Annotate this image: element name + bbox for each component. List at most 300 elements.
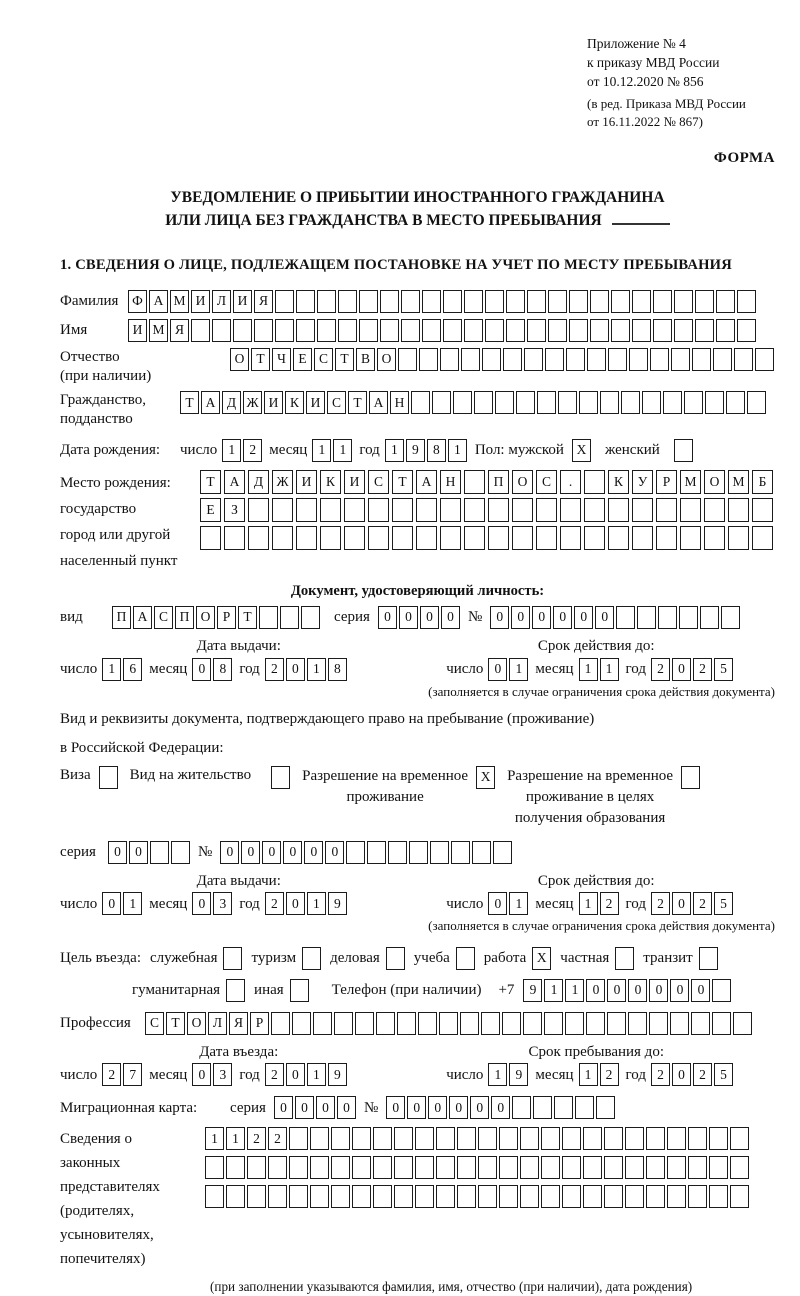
form-cell[interactable]	[443, 319, 462, 342]
form-cell[interactable]	[488, 498, 509, 522]
form-cell[interactable]	[495, 391, 514, 414]
form-cell[interactable]	[226, 979, 245, 1002]
form-cell[interactable]: 0	[491, 1096, 510, 1119]
form-cell[interactable]	[296, 290, 315, 313]
form-cell[interactable]	[587, 348, 606, 371]
form-cell[interactable]	[344, 498, 365, 522]
form-cell[interactable]	[721, 606, 740, 629]
form-cell[interactable]	[254, 319, 273, 342]
form-cell[interactable]	[99, 766, 118, 789]
temp-residence-checkbox[interactable]	[476, 766, 495, 789]
form-cell[interactable]	[671, 348, 690, 371]
form-cell[interactable]: М	[170, 290, 189, 313]
form-cell[interactable]	[205, 1185, 224, 1208]
form-cell[interactable]	[712, 1012, 731, 1035]
form-cell[interactable]: 0	[241, 841, 260, 864]
form-cell[interactable]: 1	[226, 1127, 245, 1150]
identity-issue-month-cells[interactable]	[192, 658, 232, 681]
form-cell[interactable]	[653, 319, 672, 342]
form-cell[interactable]	[684, 391, 703, 414]
form-cell[interactable]	[688, 1185, 707, 1208]
form-cell[interactable]: 0	[490, 606, 509, 629]
form-cell[interactable]	[527, 290, 546, 313]
form-cell[interactable]: Ф	[128, 290, 147, 313]
form-cell[interactable]	[331, 1127, 350, 1150]
form-cell[interactable]: 0	[607, 979, 626, 1002]
residence-issue-day-cells[interactable]	[102, 892, 142, 915]
form-cell[interactable]: А	[369, 391, 388, 414]
form-cell[interactable]: 0	[449, 1096, 468, 1119]
form-cell[interactable]: А	[149, 290, 168, 313]
form-cell[interactable]: 0	[428, 1096, 447, 1119]
form-cell[interactable]	[737, 290, 756, 313]
form-cell[interactable]: 8	[213, 658, 232, 681]
residence-valid-year-cells[interactable]	[651, 892, 733, 915]
form-cell[interactable]	[296, 498, 317, 522]
form-cell[interactable]: К	[285, 391, 304, 414]
form-cell[interactable]	[713, 348, 732, 371]
form-cell[interactable]: 2	[265, 892, 284, 915]
form-cell[interactable]	[268, 1156, 287, 1179]
form-cell[interactable]: 2	[693, 892, 712, 915]
form-cell[interactable]	[499, 1127, 518, 1150]
residence-seriya-cells[interactable]	[108, 841, 190, 864]
form-cell[interactable]	[464, 290, 483, 313]
form-cell[interactable]	[709, 1156, 728, 1179]
form-cell[interactable]: 7	[123, 1063, 142, 1086]
form-cell[interactable]	[301, 606, 320, 629]
edu-residence-checkbox[interactable]	[681, 766, 700, 789]
form-cell[interactable]	[368, 498, 389, 522]
form-cell[interactable]: 1	[448, 439, 467, 462]
form-cell[interactable]	[409, 841, 428, 864]
form-cell[interactable]: 0	[129, 841, 148, 864]
form-cell[interactable]: 2	[651, 892, 670, 915]
form-cell[interactable]	[695, 290, 714, 313]
form-cell[interactable]	[695, 319, 714, 342]
form-cell[interactable]	[355, 1012, 374, 1035]
form-cell[interactable]	[317, 319, 336, 342]
form-cell[interactable]	[310, 1127, 329, 1150]
form-cell[interactable]: 0	[441, 606, 460, 629]
form-cell[interactable]	[512, 1096, 531, 1119]
form-cell[interactable]	[730, 1185, 749, 1208]
form-cell[interactable]	[344, 526, 365, 550]
form-cell[interactable]	[704, 498, 725, 522]
form-cell[interactable]	[503, 348, 522, 371]
form-cell[interactable]	[472, 841, 491, 864]
form-cell[interactable]: 1	[544, 979, 563, 1002]
form-cell[interactable]	[604, 1127, 623, 1150]
form-cell[interactable]: 1	[222, 439, 241, 462]
form-cell[interactable]	[520, 1127, 539, 1150]
stay-month-cells[interactable]	[579, 1063, 619, 1086]
form-cell[interactable]	[747, 391, 766, 414]
form-cell[interactable]	[520, 1185, 539, 1208]
firstname-cells[interactable]	[128, 319, 756, 342]
form-cell[interactable]	[541, 1127, 560, 1150]
form-cell[interactable]: С	[154, 606, 173, 629]
form-cell[interactable]: И	[128, 319, 147, 342]
form-cell[interactable]	[464, 498, 485, 522]
surname-cells[interactable]	[128, 290, 756, 313]
form-cell[interactable]: И	[191, 290, 210, 313]
form-cell[interactable]	[397, 1012, 416, 1035]
form-cell[interactable]: 0	[192, 1063, 211, 1086]
form-cell[interactable]: 1	[123, 892, 142, 915]
form-cell[interactable]: М	[149, 319, 168, 342]
form-cell[interactable]	[439, 1012, 458, 1035]
form-cell[interactable]	[523, 1012, 542, 1035]
form-cell[interactable]	[545, 348, 564, 371]
form-cell[interactable]	[296, 526, 317, 550]
form-cell[interactable]: И	[296, 470, 317, 494]
form-cell[interactable]: У	[632, 470, 653, 494]
form-cell[interactable]	[667, 1156, 686, 1179]
form-cell[interactable]	[632, 290, 651, 313]
form-cell[interactable]	[224, 526, 245, 550]
form-cell[interactable]	[292, 1012, 311, 1035]
form-cell[interactable]	[310, 1156, 329, 1179]
form-cell[interactable]: П	[112, 606, 131, 629]
form-cell[interactable]: 0	[262, 841, 281, 864]
form-cell[interactable]	[456, 947, 475, 970]
form-cell[interactable]	[667, 1185, 686, 1208]
form-cell[interactable]: 0	[532, 606, 551, 629]
form-cell[interactable]	[590, 319, 609, 342]
form-cell[interactable]: 1	[333, 439, 352, 462]
form-cell[interactable]	[584, 470, 605, 494]
form-cell[interactable]: И	[306, 391, 325, 414]
form-cell[interactable]	[560, 526, 581, 550]
form-cell[interactable]	[485, 319, 504, 342]
form-cell[interactable]	[575, 1096, 594, 1119]
form-cell[interactable]	[632, 526, 653, 550]
form-cell[interactable]	[506, 290, 525, 313]
form-cell[interactable]	[392, 498, 413, 522]
form-cell[interactable]: С	[327, 391, 346, 414]
form-cell[interactable]	[443, 290, 462, 313]
form-cell[interactable]: В	[356, 348, 375, 371]
stay-day-cells[interactable]	[488, 1063, 528, 1086]
form-cell[interactable]: 0	[274, 1096, 293, 1119]
form-cell[interactable]	[436, 1156, 455, 1179]
form-cell[interactable]: Н	[440, 470, 461, 494]
form-cell[interactable]	[566, 348, 585, 371]
form-cell[interactable]	[205, 1156, 224, 1179]
form-cell[interactable]: 0	[595, 606, 614, 629]
form-cell[interactable]	[705, 391, 724, 414]
form-cell[interactable]	[460, 1012, 479, 1035]
identity-number-cells[interactable]	[490, 606, 740, 629]
entry-day-cells[interactable]	[102, 1063, 142, 1086]
form-cell[interactable]: 9	[509, 1063, 528, 1086]
form-cell[interactable]: X	[572, 439, 591, 462]
form-cell[interactable]	[451, 841, 470, 864]
form-cell[interactable]	[415, 1156, 434, 1179]
form-cell[interactable]: 1	[509, 658, 528, 681]
form-cell[interactable]	[656, 498, 677, 522]
form-cell[interactable]	[625, 1156, 644, 1179]
profession-cells[interactable]	[145, 1012, 752, 1035]
form-cell[interactable]: 0	[399, 606, 418, 629]
form-cell[interactable]: 1	[312, 439, 331, 462]
form-cell[interactable]	[411, 391, 430, 414]
form-cell[interactable]	[436, 1127, 455, 1150]
form-cell[interactable]: 0	[337, 1096, 356, 1119]
form-cell[interactable]: X	[476, 766, 495, 789]
form-cell[interactable]: 0	[628, 979, 647, 1002]
form-cell[interactable]	[150, 841, 169, 864]
form-cell[interactable]: Б	[752, 470, 773, 494]
migration-seriya-cells[interactable]	[274, 1096, 356, 1119]
form-cell[interactable]	[388, 841, 407, 864]
form-cell[interactable]: 1	[579, 892, 598, 915]
patronymic-cells[interactable]	[230, 348, 774, 371]
form-cell[interactable]	[692, 348, 711, 371]
form-cell[interactable]: 1	[385, 439, 404, 462]
form-cell[interactable]	[394, 1185, 413, 1208]
form-cell[interactable]	[334, 1012, 353, 1035]
representatives-cells-1[interactable]	[205, 1127, 749, 1150]
form-cell[interactable]	[699, 947, 718, 970]
form-cell[interactable]: 2	[651, 1063, 670, 1086]
form-cell[interactable]	[352, 1185, 371, 1208]
form-cell[interactable]	[464, 526, 485, 550]
form-cell[interactable]	[453, 391, 472, 414]
residence-number-cells[interactable]	[220, 841, 512, 864]
form-cell[interactable]: 1	[307, 658, 326, 681]
form-cell[interactable]: О	[230, 348, 249, 371]
form-cell[interactable]	[493, 841, 512, 864]
form-cell[interactable]: К	[320, 470, 341, 494]
form-cell[interactable]: С	[145, 1012, 164, 1035]
form-cell[interactable]	[272, 498, 293, 522]
form-cell[interactable]	[680, 526, 701, 550]
form-cell[interactable]	[430, 841, 449, 864]
form-cell[interactable]: К	[608, 470, 629, 494]
representatives-cells-3[interactable]	[205, 1185, 749, 1208]
form-cell[interactable]	[632, 498, 653, 522]
form-cell[interactable]	[320, 498, 341, 522]
form-cell[interactable]	[380, 319, 399, 342]
form-cell[interactable]: .	[560, 470, 581, 494]
form-cell[interactable]	[709, 1185, 728, 1208]
form-cell[interactable]: М	[680, 470, 701, 494]
form-cell[interactable]	[688, 1156, 707, 1179]
form-cell[interactable]: 0	[108, 841, 127, 864]
residence-valid-month-cells[interactable]	[579, 892, 619, 915]
form-cell[interactable]: 2	[247, 1127, 266, 1150]
form-cell[interactable]	[562, 1127, 581, 1150]
form-cell[interactable]	[716, 319, 735, 342]
form-cell[interactable]: 0	[192, 658, 211, 681]
phone-cells[interactable]	[523, 979, 731, 1002]
form-cell[interactable]	[478, 1127, 497, 1150]
purpose-business-checkbox[interactable]	[223, 947, 242, 970]
form-cell[interactable]: 1	[600, 658, 619, 681]
form-cell[interactable]	[607, 1012, 626, 1035]
form-cell[interactable]	[368, 526, 389, 550]
form-cell[interactable]	[302, 947, 321, 970]
form-cell[interactable]: Т	[392, 470, 413, 494]
form-cell[interactable]: 0	[220, 841, 239, 864]
form-cell[interactable]: Н	[390, 391, 409, 414]
representatives-cells-2[interactable]	[205, 1156, 749, 1179]
form-cell[interactable]	[730, 1156, 749, 1179]
form-cell[interactable]	[296, 319, 315, 342]
form-cell[interactable]	[611, 319, 630, 342]
form-cell[interactable]	[656, 526, 677, 550]
form-cell[interactable]	[290, 979, 309, 1002]
form-cell[interactable]: 2	[651, 658, 670, 681]
form-cell[interactable]	[663, 391, 682, 414]
form-cell[interactable]	[755, 348, 774, 371]
form-cell[interactable]: 2	[265, 658, 284, 681]
form-cell[interactable]: Я	[170, 319, 189, 342]
form-cell[interactable]: 9	[328, 892, 347, 915]
form-cell[interactable]: Л	[208, 1012, 227, 1035]
form-cell[interactable]: 0	[488, 892, 507, 915]
form-cell[interactable]: 5	[714, 1063, 733, 1086]
purpose-work-checkbox[interactable]	[532, 947, 551, 970]
form-cell[interactable]: 2	[600, 1063, 619, 1086]
form-cell[interactable]	[248, 526, 269, 550]
form-cell[interactable]	[621, 391, 640, 414]
form-cell[interactable]	[512, 526, 533, 550]
form-cell[interactable]	[191, 319, 210, 342]
form-cell[interactable]	[584, 526, 605, 550]
form-cell[interactable]: 2	[600, 892, 619, 915]
form-cell[interactable]: 0	[286, 1063, 305, 1086]
sex-male-checkbox[interactable]	[572, 439, 591, 462]
form-cell[interactable]	[604, 1156, 623, 1179]
form-cell[interactable]	[461, 348, 480, 371]
form-cell[interactable]: 0	[325, 841, 344, 864]
form-cell[interactable]	[401, 290, 420, 313]
identity-valid-month-cells[interactable]	[579, 658, 619, 681]
form-cell[interactable]	[688, 1127, 707, 1150]
form-cell[interactable]: 0	[691, 979, 710, 1002]
form-cell[interactable]	[728, 498, 749, 522]
form-cell[interactable]: 1	[579, 658, 598, 681]
form-cell[interactable]	[562, 1185, 581, 1208]
form-cell[interactable]: 2	[102, 1063, 121, 1086]
birth-month-cells[interactable]	[312, 439, 352, 462]
form-cell[interactable]	[275, 290, 294, 313]
form-cell[interactable]: О	[187, 1012, 206, 1035]
form-cell[interactable]	[712, 979, 731, 1002]
form-cell[interactable]: И	[344, 470, 365, 494]
form-cell[interactable]: С	[536, 470, 557, 494]
form-cell[interactable]	[331, 1185, 350, 1208]
form-cell[interactable]	[373, 1127, 392, 1150]
form-cell[interactable]	[691, 1012, 710, 1035]
form-cell[interactable]	[248, 498, 269, 522]
birth-day-cells[interactable]	[222, 439, 262, 462]
form-cell[interactable]: 0	[672, 658, 691, 681]
form-cell[interactable]	[583, 1127, 602, 1150]
form-cell[interactable]	[615, 947, 634, 970]
residence-issue-year-cells[interactable]	[265, 892, 347, 915]
form-cell[interactable]: П	[488, 470, 509, 494]
purpose-tourism-checkbox[interactable]	[302, 947, 321, 970]
form-cell[interactable]	[604, 1185, 623, 1208]
form-cell[interactable]	[317, 290, 336, 313]
form-cell[interactable]: 0	[192, 892, 211, 915]
form-cell[interactable]	[670, 1012, 689, 1035]
form-cell[interactable]	[359, 290, 378, 313]
form-cell[interactable]	[289, 1127, 308, 1150]
citizenship-cells[interactable]	[180, 391, 766, 414]
form-cell[interactable]	[752, 526, 773, 550]
form-cell[interactable]: 5	[714, 658, 733, 681]
form-cell[interactable]: А	[416, 470, 437, 494]
form-cell[interactable]: 0	[672, 892, 691, 915]
form-cell[interactable]: И	[233, 290, 252, 313]
form-cell[interactable]: 0	[574, 606, 593, 629]
form-cell[interactable]	[536, 498, 557, 522]
form-cell[interactable]	[331, 1156, 350, 1179]
form-cell[interactable]	[212, 319, 231, 342]
form-cell[interactable]: Т	[335, 348, 354, 371]
form-cell[interactable]	[398, 348, 417, 371]
form-cell[interactable]: 0	[286, 658, 305, 681]
form-cell[interactable]: 5	[714, 892, 733, 915]
form-cell[interactable]	[310, 1185, 329, 1208]
form-cell[interactable]	[752, 498, 773, 522]
form-cell[interactable]	[628, 1012, 647, 1035]
form-cell[interactable]: А	[133, 606, 152, 629]
form-cell[interactable]	[681, 766, 700, 789]
form-cell[interactable]	[367, 841, 386, 864]
form-cell[interactable]: Ж	[272, 470, 293, 494]
migration-number-cells[interactable]	[386, 1096, 615, 1119]
form-cell[interactable]	[516, 391, 535, 414]
form-cell[interactable]: 0	[295, 1096, 314, 1119]
form-cell[interactable]	[649, 1012, 668, 1035]
form-cell[interactable]	[233, 319, 252, 342]
form-cell[interactable]	[541, 1185, 560, 1208]
form-cell[interactable]	[611, 290, 630, 313]
identity-seriya-cells[interactable]	[378, 606, 460, 629]
form-cell[interactable]: 1	[579, 1063, 598, 1086]
form-cell[interactable]	[200, 526, 221, 550]
form-cell[interactable]	[432, 391, 451, 414]
birth-place-cells-2[interactable]	[200, 498, 773, 522]
entry-month-cells[interactable]	[192, 1063, 232, 1086]
form-cell[interactable]: 0	[386, 1096, 405, 1119]
form-cell[interactable]	[674, 290, 693, 313]
form-cell[interactable]: П	[175, 606, 194, 629]
form-cell[interactable]	[416, 526, 437, 550]
form-cell[interactable]	[527, 319, 546, 342]
form-cell[interactable]	[646, 1185, 665, 1208]
form-cell[interactable]	[481, 1012, 500, 1035]
form-cell[interactable]	[171, 841, 190, 864]
form-cell[interactable]	[422, 290, 441, 313]
form-cell[interactable]: 2	[265, 1063, 284, 1086]
form-cell[interactable]	[520, 1156, 539, 1179]
form-cell[interactable]	[560, 498, 581, 522]
form-cell[interactable]: 1	[102, 658, 121, 681]
form-cell[interactable]	[679, 606, 698, 629]
form-cell[interactable]	[223, 947, 242, 970]
form-cell[interactable]	[280, 606, 299, 629]
form-cell[interactable]	[415, 1185, 434, 1208]
form-cell[interactable]	[569, 319, 588, 342]
form-cell[interactable]	[401, 319, 420, 342]
